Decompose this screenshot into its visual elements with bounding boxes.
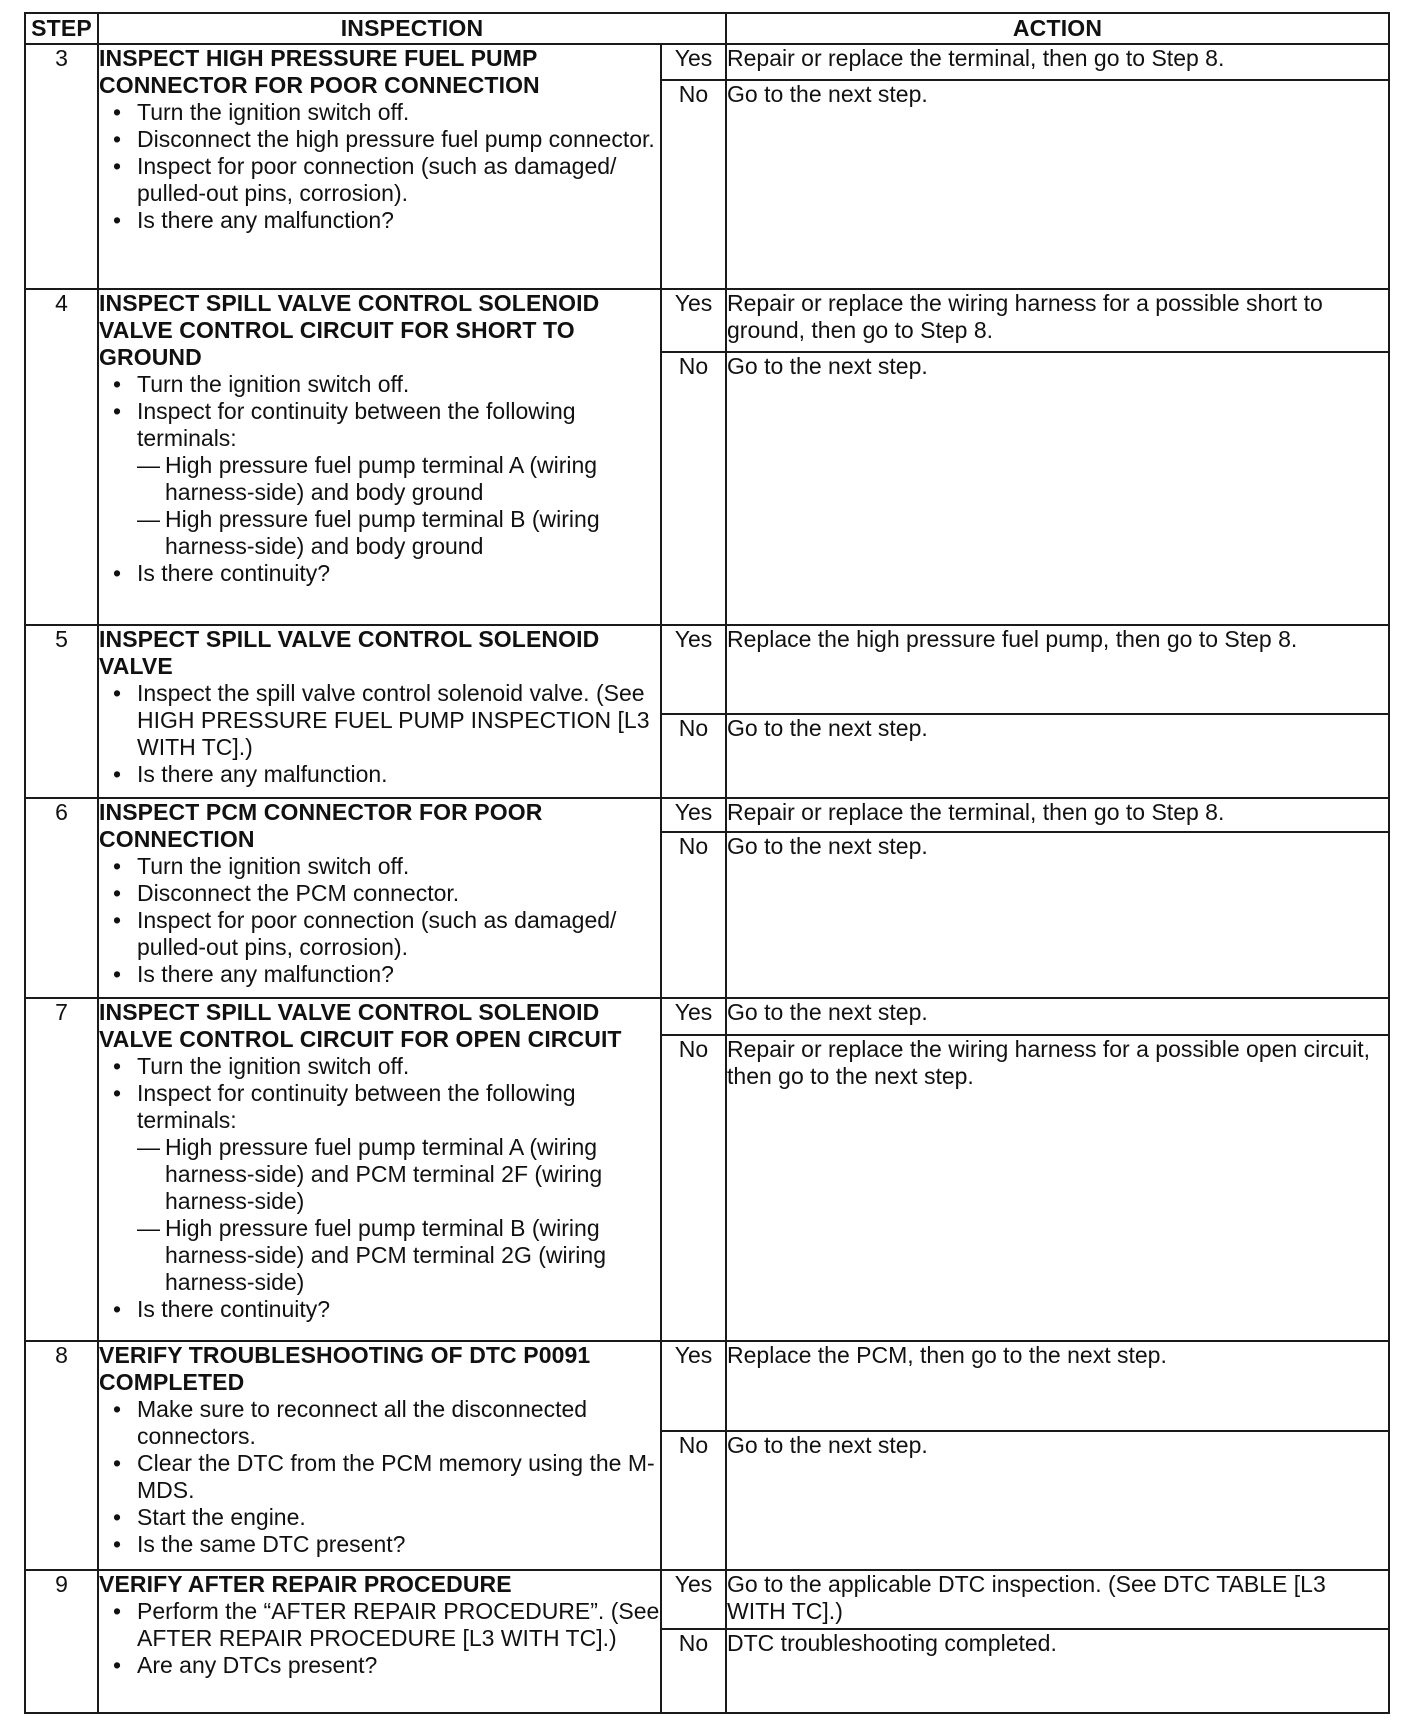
table-body [25, 44, 1389, 1713]
checklist-item [99, 1296, 660, 1323]
checklist-item-text: Inspect the spill valve control solenoid valve. (See HIGH PRESSURE FUEL PUMP INSPECTION [L3 WITH TC].) [137, 680, 650, 761]
inspection-title: VERIFY TROUBLESHOOTING OF DTC P0091 COMPLETED [99, 1341, 591, 1395]
yes-label: Yes [661, 44, 726, 80]
checklist-item-text: Is there any malfunction? [137, 207, 394, 233]
no-action: Go to the next step. [726, 80, 1389, 289]
yes-label: Yes [661, 998, 726, 1035]
checklist-item [99, 207, 660, 234]
yes-label: Yes [661, 1341, 726, 1431]
checklist-item-text: Disconnect the PCM connector. [137, 879, 460, 906]
checklist-item [99, 398, 660, 560]
checklist-item [99, 907, 660, 961]
inspection-cell [98, 998, 661, 1341]
yes-action: Replace the high pressure fuel pump, then go to Step 8. [726, 625, 1389, 714]
yes-action: Replace the PCM, then go to the next step. [726, 1341, 1389, 1431]
step-row [25, 798, 1389, 832]
checklist-item-text: Turn the ignition switch off. [137, 852, 410, 879]
inspection-checklist [99, 99, 660, 234]
inspection-title: INSPECT SPILL VALVE CONTROL SOLENOID VALVE CONTROL CIRCUIT FOR SHORT TO GROUND [99, 289, 600, 370]
checklist-item [99, 1598, 660, 1652]
checklist-item-text: Inspect for continuity between the following terminals: [137, 1080, 576, 1134]
troubleshooting-table [24, 12, 1390, 1714]
checklist-item [99, 880, 660, 907]
inspection-checklist [99, 371, 660, 587]
inspection-checklist [99, 680, 660, 788]
step-row [25, 44, 1389, 80]
checklist-item-text: Is the same DTC present? [137, 1530, 406, 1557]
inspection-title: INSPECT SPILL VALVE CONTROL SOLENOID VALVE CONTROL CIRCUIT FOR OPEN CIRCUIT [99, 999, 622, 1053]
checklist-item [99, 1652, 660, 1679]
step-row [25, 1570, 1389, 1629]
checklist-item [99, 761, 660, 788]
inspection-checklist [99, 853, 660, 988]
step-number: 9 [25, 1570, 98, 1713]
checklist-item-text: Is there continuity? [137, 1296, 331, 1323]
checklist-item [99, 1504, 660, 1531]
inspection-cell [98, 289, 661, 625]
step-number: 6 [25, 798, 98, 999]
yes-label: Yes [661, 798, 726, 832]
step-row [25, 1341, 1389, 1431]
inspection-checklist [99, 1598, 660, 1679]
no-label: No [661, 832, 726, 998]
step-number: 4 [25, 289, 98, 625]
no-action: Go to the next step. [726, 714, 1389, 798]
checklist-item-text: Turn the ignition switch off. [137, 99, 410, 125]
checklist-item [99, 1080, 660, 1296]
step-number: 3 [25, 44, 98, 289]
checklist-item [99, 126, 660, 153]
checklist-item [99, 1450, 660, 1504]
checklist-item-text: Inspect for continuity between the following terminals: [137, 397, 576, 451]
checklist-item-text: Inspect for poor connection (such as damaged/ pulled-out pins, corrosion). [137, 906, 617, 960]
inspection-cell [98, 1570, 661, 1713]
checklist-item [99, 1396, 660, 1450]
no-action: Go to the next step. [726, 1431, 1389, 1570]
yes-action: Go to the next step. [726, 998, 1389, 1035]
checklist-item [99, 560, 660, 587]
checklist-item-text: Are any DTCs present? [137, 1651, 378, 1678]
table-header-row [25, 13, 1389, 44]
inspection-cell [98, 44, 661, 289]
checklist-item-text: Perform the “AFTER REPAIR PROCEDURE”. (See AFTER REPAIR PROCEDURE [L3 WITH TC].) [137, 1597, 660, 1651]
checklist-item [99, 853, 660, 880]
yes-action: Repair or replace the wiring harness for a possible short to ground, then go to Step 8. [726, 289, 1389, 352]
checklist-item-text: Make sure to reconnect all the disconnected connectors. [137, 1395, 588, 1449]
checklist-item [99, 153, 660, 207]
inspection-checklist [99, 1396, 660, 1558]
checklist-item-text: Inspect for poor connection (such as damaged/ pulled-out pins, corrosion). [137, 153, 617, 206]
step-row [25, 625, 1389, 714]
yes-label: Yes [661, 625, 726, 714]
checklist-item-text: Is there continuity? [137, 559, 331, 586]
no-action: Go to the next step. [726, 352, 1389, 625]
yes-action: Go to the applicable DTC inspection. (See DTC TABLE [L3 WITH TC].) [726, 1570, 1389, 1629]
inspection-title: INSPECT PCM CONNECTOR FOR POOR CONNECTION [99, 798, 543, 852]
no-label: No [661, 1629, 726, 1713]
no-label: No [661, 352, 726, 625]
checklist-item-text: Start the engine. [137, 1503, 306, 1530]
checklist-item [99, 1531, 660, 1558]
no-action: Repair or replace the wiring harness for a possible open circuit, then go to the next step. [726, 1035, 1389, 1341]
checklist-item-text: Turn the ignition switch off. [137, 1053, 410, 1080]
step-row [25, 289, 1389, 352]
inspection-title: INSPECT SPILL VALVE CONTROL SOLENOID VALVE [99, 626, 600, 680]
inspection-header: INSPECTION [98, 13, 726, 44]
checklist-item [99, 680, 660, 761]
no-label: No [661, 714, 726, 798]
checklist-item-text: Clear the DTC from the PCM memory using the M-MDS. [137, 1449, 655, 1503]
no-action: Go to the next step. [726, 832, 1389, 998]
sub-checklist-item: — High pressure fuel pump terminal A (wiring harness-side) and PCM terminal 2F (wiring harness-side) [137, 1134, 660, 1215]
sub-checklist [137, 1134, 660, 1296]
checklist-item [99, 961, 660, 988]
step-row [25, 998, 1389, 1035]
inspection-title: INSPECT HIGH PRESSURE FUEL PUMP CONNECTOR FOR POOR CONNECTION [99, 45, 540, 98]
inspection-cell [98, 1341, 661, 1570]
no-label: No [661, 1035, 726, 1341]
sub-checklist-item: — High pressure fuel pump terminal A (wiring harness-side) and body ground [137, 452, 660, 506]
checklist-item-text: Is there any malfunction. [137, 761, 388, 788]
step-header: STEP [25, 13, 98, 44]
yes-label: Yes [661, 289, 726, 352]
checklist-item-text: Turn the ignition switch off. [137, 370, 410, 397]
yes-action: Repair or replace the terminal, then go to Step 8. [726, 44, 1389, 80]
no-label: No [661, 1431, 726, 1570]
step-number: 8 [25, 1341, 98, 1570]
checklist-item [99, 1053, 660, 1080]
inspection-cell [98, 798, 661, 999]
checklist-item [99, 371, 660, 398]
no-label: No [661, 80, 726, 289]
yes-label: Yes [661, 1570, 726, 1629]
sub-checklist-item: — High pressure fuel pump terminal B (wiring harness-side) and body ground [137, 506, 660, 560]
step-number: 7 [25, 998, 98, 1341]
no-action: DTC troubleshooting completed. [726, 1629, 1389, 1713]
yes-action: Repair or replace the terminal, then go to Step 8. [726, 798, 1389, 832]
inspection-checklist [99, 1053, 660, 1323]
checklist-item-text: Is there any malfunction? [137, 960, 394, 987]
sub-checklist [137, 452, 660, 560]
action-header: ACTION [726, 13, 1389, 44]
checklist-item-text: Disconnect the high pressure fuel pump connector. [137, 126, 655, 152]
sub-checklist-item: — High pressure fuel pump terminal B (wiring harness-side) and PCM terminal 2G (wiring harness-side) [137, 1215, 660, 1296]
inspection-cell [98, 625, 661, 797]
inspection-title: VERIFY AFTER REPAIR PROCEDURE [99, 1570, 512, 1597]
checklist-item [99, 99, 660, 126]
step-number: 5 [25, 625, 98, 797]
